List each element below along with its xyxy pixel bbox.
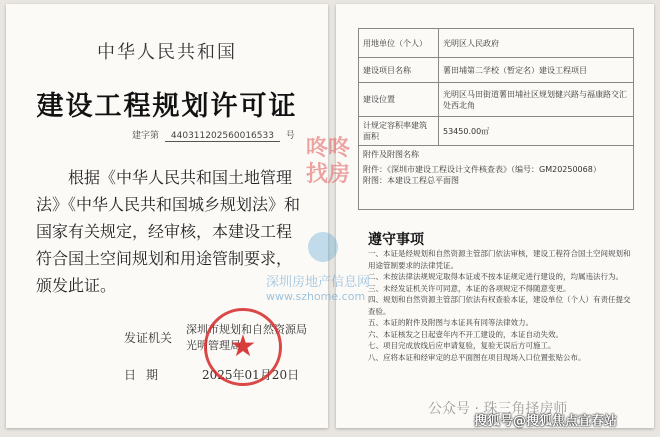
- cert-no-value: 440311202560016533: [165, 131, 280, 142]
- watermark-site: [266, 276, 370, 304]
- attachment-item: 附图：本建设工程总平面图: [363, 176, 459, 185]
- date-label: 日期: [124, 368, 169, 382]
- list-item: 一、本证是经规划和自然资源主管部门依法审核，建设工程符合国土空间规划和用途管制要求的法律凭证。: [368, 249, 631, 270]
- table-row: [359, 58, 634, 83]
- certificate-title: 建设工程规划许可证: [36, 91, 298, 122]
- watermark-logo: [296, 136, 360, 216]
- list-item: 五、本证的附件及附图与本证具有同等法律效力。: [368, 318, 533, 327]
- table-key: 建设项目名称: [359, 58, 439, 83]
- watermark-site-url: www.szhome.com: [266, 290, 366, 303]
- watermark-site-icon: [308, 232, 338, 262]
- list-item: 四、规划和自然资源主管部门依法有权查验本证，建设单位（个人）有责任提交查验。: [368, 295, 631, 316]
- notes-title: 遵守事项: [368, 232, 424, 248]
- table-value: 薯田埔第二学校（暂定名）建设工程项目: [439, 58, 634, 83]
- seal-star-icon: ★: [229, 329, 257, 364]
- table-value: 光明区马田街道薯田埔社区规划健兴路与福康路交汇处西北角: [439, 83, 634, 117]
- watermark-wechat-account: 公众号 · 珠三角择房师: [428, 401, 568, 417]
- issuer-label: 发证机关: [124, 331, 173, 345]
- attachments-label: 附件及附图名称: [363, 150, 419, 159]
- watermark-site-name: 深圳房地产信息网: [266, 275, 371, 290]
- list-item: 七、项目完成放线后应申请复验，复验无误后方可施工。: [368, 341, 556, 350]
- table-value: 53450.00㎡: [439, 117, 634, 146]
- table-key: 计规定容积率建筑面积: [359, 117, 439, 146]
- attachments-cell: [359, 146, 634, 210]
- table-value: 光明区人民政府: [439, 29, 634, 58]
- official-seal: [204, 308, 282, 386]
- cert-no-suffix: 号: [285, 131, 295, 141]
- table-row-attachments: [359, 146, 634, 210]
- attachment-item: 附件：《深圳市建设工程设计文件核查表》（编号：GM20250068）: [363, 165, 601, 174]
- table-row: [359, 83, 634, 117]
- cert-no-label: 建字第: [132, 131, 160, 141]
- list-item: 三、未经发证机关许可同意，本证的各项规定不得随意变更。: [368, 283, 571, 293]
- certificate-body-text: 根据《中华人民共和国土地管理法》《中华人民共和国城乡规划法》和国家有关规定，经审核，本建设工程符合国土空间规划和用途管制要求，颁发此证。: [36, 168, 301, 295]
- watermark-sohu-account: 搜狐号@搜狐焦点宜春站: [474, 414, 618, 429]
- list-item: 六、本证核发之日起壹年内不开工建设的，本证自动失效。: [368, 329, 563, 339]
- country-name: 中华人民共和国: [97, 42, 237, 63]
- list-item: 二、未按法律法规规定取得本证或不按本证规定进行建设的，均属违法行为。: [368, 272, 623, 281]
- list-item: 八、应将本证和经审定的总平面图在项目现场入口位置张贴公布。: [368, 352, 586, 362]
- project-info-table: [358, 28, 634, 210]
- watermark-logo-line: 找房: [305, 162, 350, 187]
- table-row: [359, 29, 634, 58]
- watermark-logo-line: 咚咚: [305, 136, 350, 161]
- certificate-front-page: [6, 4, 328, 428]
- notes-list: [368, 248, 634, 363]
- issuer-value: 深圳市规划和自然资源局光明管理局: [186, 323, 307, 352]
- certificate-number: [132, 128, 295, 142]
- table-key: 建设位置: [359, 83, 439, 117]
- date-value: 2025年01月20日: [202, 368, 300, 382]
- certificate-back-page: [336, 4, 654, 428]
- table-key: 用地单位（个人）: [359, 29, 439, 58]
- table-row: [359, 117, 634, 146]
